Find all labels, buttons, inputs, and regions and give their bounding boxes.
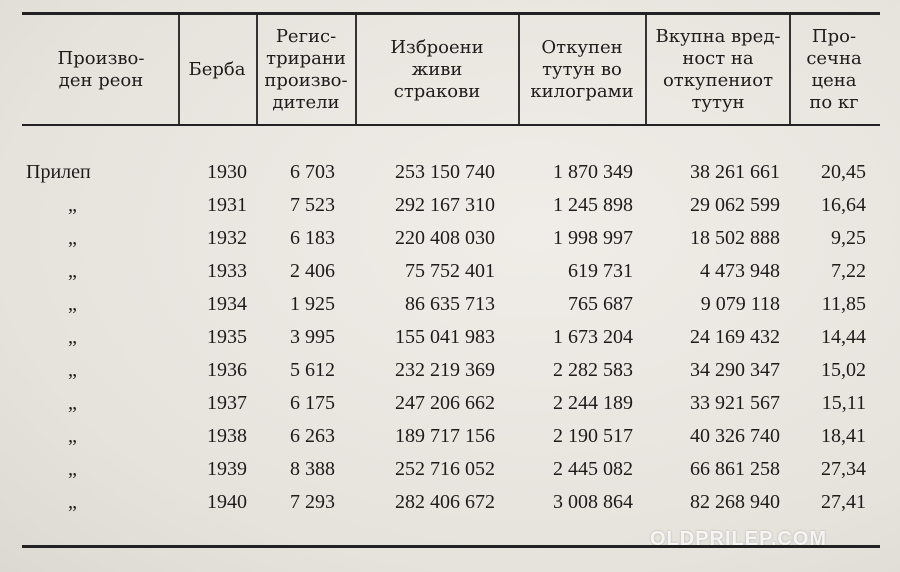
cell-price: 15,02 [821,359,866,381]
table-row [0,420,900,453]
table-row [0,189,900,222]
cell-stalks: 75 752 401 [405,260,495,282]
cell-producers: 6 183 [290,227,335,249]
cell-region: Прилеп [26,161,91,183]
cell-stalks: 247 206 662 [395,392,495,414]
cell-year: 1935 [207,326,247,348]
header-kg: Откупен тутун во килограми [530,37,634,102]
cell-price: 7,22 [831,260,866,282]
cell-kg: 765 687 [568,293,633,315]
cell-price: 15,11 [821,392,866,414]
cell-region: „ [68,458,77,480]
cell-region: „ [68,425,77,447]
cell-region: „ [68,392,77,414]
header-region: Произво- ден реон [57,48,145,91]
table-row [0,453,900,486]
cell-price: 27,34 [821,458,866,480]
cell-stalks: 252 716 052 [395,458,495,480]
cell-kg: 619 731 [568,260,633,282]
cell-region: „ [68,227,77,249]
cell-year: 1932 [207,227,247,249]
cell-price: 16,64 [821,194,866,216]
cell-value: 9 079 118 [700,293,780,315]
cell-price: 27,41 [821,491,866,513]
cell-region: „ [68,194,77,216]
cell-year: 1933 [207,260,247,282]
header-year: Берба [188,59,246,80]
cell-kg: 1 998 997 [553,227,633,249]
cell-kg: 1 673 204 [553,326,633,348]
header-stalks: Изброени живи стракови [390,37,484,102]
cell-stalks: 292 167 310 [395,194,495,216]
cell-producers: 5 612 [290,359,335,381]
cell-price: 20,45 [821,161,866,183]
cell-region: „ [68,326,77,348]
cell-price: 14,44 [821,326,866,348]
cell-value: 66 861 258 [690,458,780,480]
table-row [0,222,900,255]
table-top-rule [22,12,880,15]
cell-region: „ [68,260,77,282]
cell-producers: 8 388 [290,458,335,480]
cell-producers: 2 406 [290,260,335,282]
table-row [0,321,900,354]
table-row [0,156,900,189]
cell-kg: 1 245 898 [553,194,633,216]
table-row [0,354,900,387]
table-row [0,486,900,519]
cell-producers: 6 703 [290,161,335,183]
cell-kg: 2 190 517 [553,425,633,447]
cell-stalks: 189 717 156 [395,425,495,447]
header-value: Вкупна вред- ност на откупениот тутун [655,26,781,113]
cell-stalks: 86 635 713 [405,293,495,315]
cell-value: 33 921 567 [690,392,780,414]
cell-producers: 7 293 [290,491,335,513]
cell-price: 9,25 [831,227,866,249]
cell-year: 1938 [207,425,247,447]
cell-producers: 6 263 [290,425,335,447]
cell-stalks: 253 150 740 [395,161,495,183]
cell-stalks: 155 041 983 [395,326,495,348]
cell-year: 1930 [207,161,247,183]
cell-stalks: 282 406 672 [395,491,495,513]
table-row [0,255,900,288]
cell-region: „ [68,359,77,381]
cell-price: 18,41 [821,425,866,447]
cell-value: 82 268 940 [690,491,780,513]
cell-value: 18 502 888 [690,227,780,249]
cell-year: 1934 [207,293,247,315]
cell-year: 1936 [207,359,247,381]
table-row [0,387,900,420]
cell-year: 1937 [207,392,247,414]
cell-year: 1931 [207,194,247,216]
cell-stalks: 232 219 369 [395,359,495,381]
cell-value: 29 062 599 [690,194,780,216]
cell-value: 34 290 347 [690,359,780,381]
cell-producers: 1 925 [290,293,335,315]
cell-kg: 3 008 864 [553,491,633,513]
cell-kg: 2 244 189 [553,392,633,414]
cell-producers: 6 175 [290,392,335,414]
header-producers: Регис- трирани произво- дители [264,26,348,113]
cell-producers: 3 995 [290,326,335,348]
table-row [0,288,900,321]
cell-price: 11,85 [821,293,866,315]
cell-value: 4 473 948 [700,260,780,282]
cell-kg: 1 870 349 [553,161,633,183]
cell-value: 24 169 432 [690,326,780,348]
header-bottom-rule [22,124,880,126]
cell-value: 40 326 740 [690,425,780,447]
cell-stalks: 220 408 030 [395,227,495,249]
cell-year: 1939 [207,458,247,480]
cell-value: 38 261 661 [690,161,780,183]
cell-kg: 2 445 082 [553,458,633,480]
cell-producers: 7 523 [290,194,335,216]
cell-region: „ [68,491,77,513]
cell-region: „ [68,293,77,315]
cell-kg: 2 282 583 [553,359,633,381]
site-watermark: OLDPRILEP.COM [650,528,828,550]
cell-year: 1940 [207,491,247,513]
header-price: Про- сечна цена по кг [806,26,862,113]
